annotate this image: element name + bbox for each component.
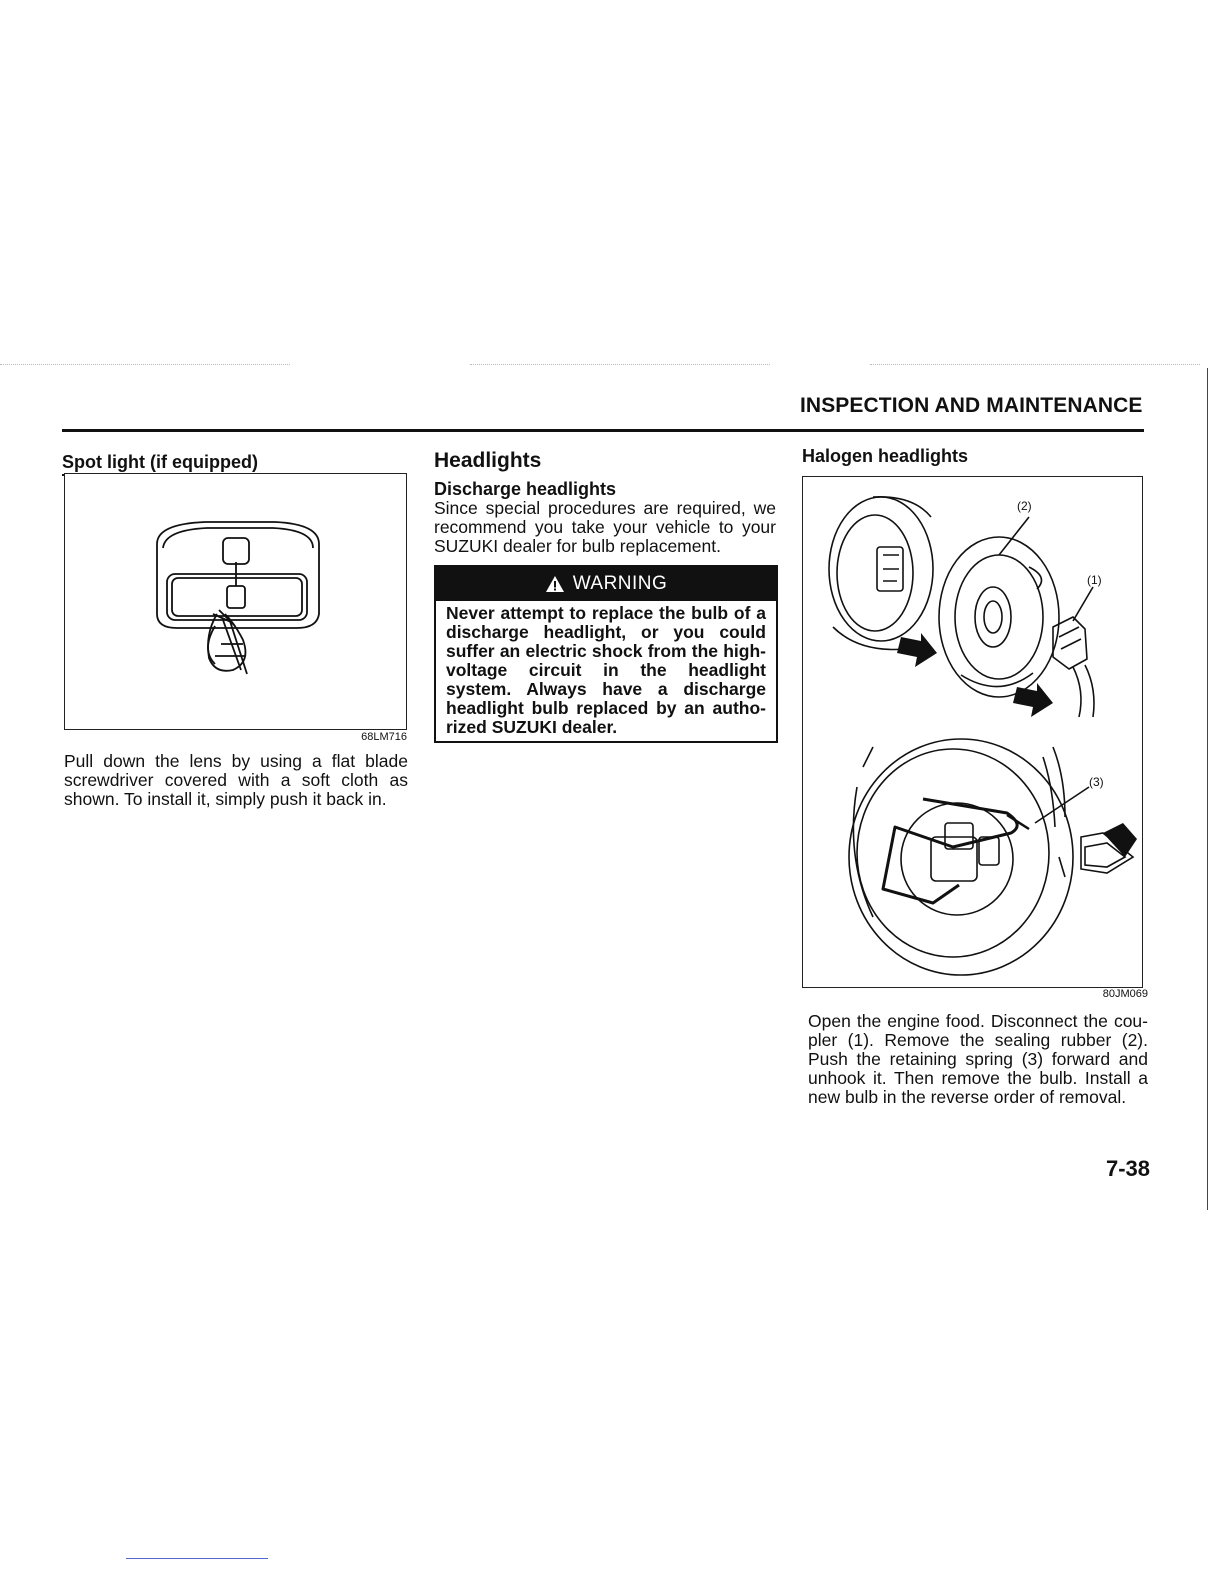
spotlight-heading: Spot light (if equipped) [62, 452, 258, 472]
halogen-figure-code: 80JM069 [1102, 988, 1148, 1000]
page-bottom-line [126, 1558, 268, 1559]
scan-dotted-line [470, 364, 770, 365]
spotlight-figure [64, 473, 407, 730]
halogen-heading: Halogen headlights [802, 446, 969, 466]
warning-text: Never attempt to replace the bulb of a discharge headlight, or you could suffer an electric shock from the high-voltage circuit in the headlight system. Always have a discharge headlight bulb replaced by an autho-rized SUZUKI dealer. [446, 603, 766, 737]
warning-title: WARNING [572, 573, 668, 594]
callout-2: (2) [1017, 499, 1032, 513]
header-rule [62, 429, 1144, 432]
spotlight-body: Pull down the lens by using a flat blade screwdriver covered with a soft cloth as shown. To install it, simply push it back in. [64, 751, 408, 809]
halogen-illustration [803, 477, 1141, 986]
page-edge-line [1207, 368, 1208, 1210]
warning-box [434, 565, 778, 743]
halogen-figure [802, 476, 1143, 988]
section-title: INSPECTION AND MAINTENANCE [800, 394, 1143, 417]
warning-triangle-icon [545, 575, 565, 593]
spotlight-figure-code: 68LM716 [361, 731, 407, 743]
callout-1: (1) [1087, 573, 1102, 587]
scan-dotted-line [0, 364, 290, 365]
warning-title-bar [436, 567, 776, 601]
scan-dotted-line [870, 364, 1200, 365]
page-number: 7-38 [1105, 1156, 1150, 1181]
halogen-body: Open the engine food. Disconnect the cou-pler (1). Remove the sealing rubber (2). Push the retaining spring (3) forward and unhook it. Then remove the bulb. Install a new bulb in the reverse order of removal. [808, 1011, 1148, 1107]
discharge-subheading: Discharge headlights [434, 479, 617, 499]
discharge-body: Since special procedures are required, we recommend you take your vehicle to your SUZUKI dealer for bulb replacement. [434, 498, 776, 556]
callout-3: (3) [1089, 775, 1104, 789]
spotlight-illustration [65, 474, 405, 728]
headlights-heading: Headlights [434, 449, 542, 472]
